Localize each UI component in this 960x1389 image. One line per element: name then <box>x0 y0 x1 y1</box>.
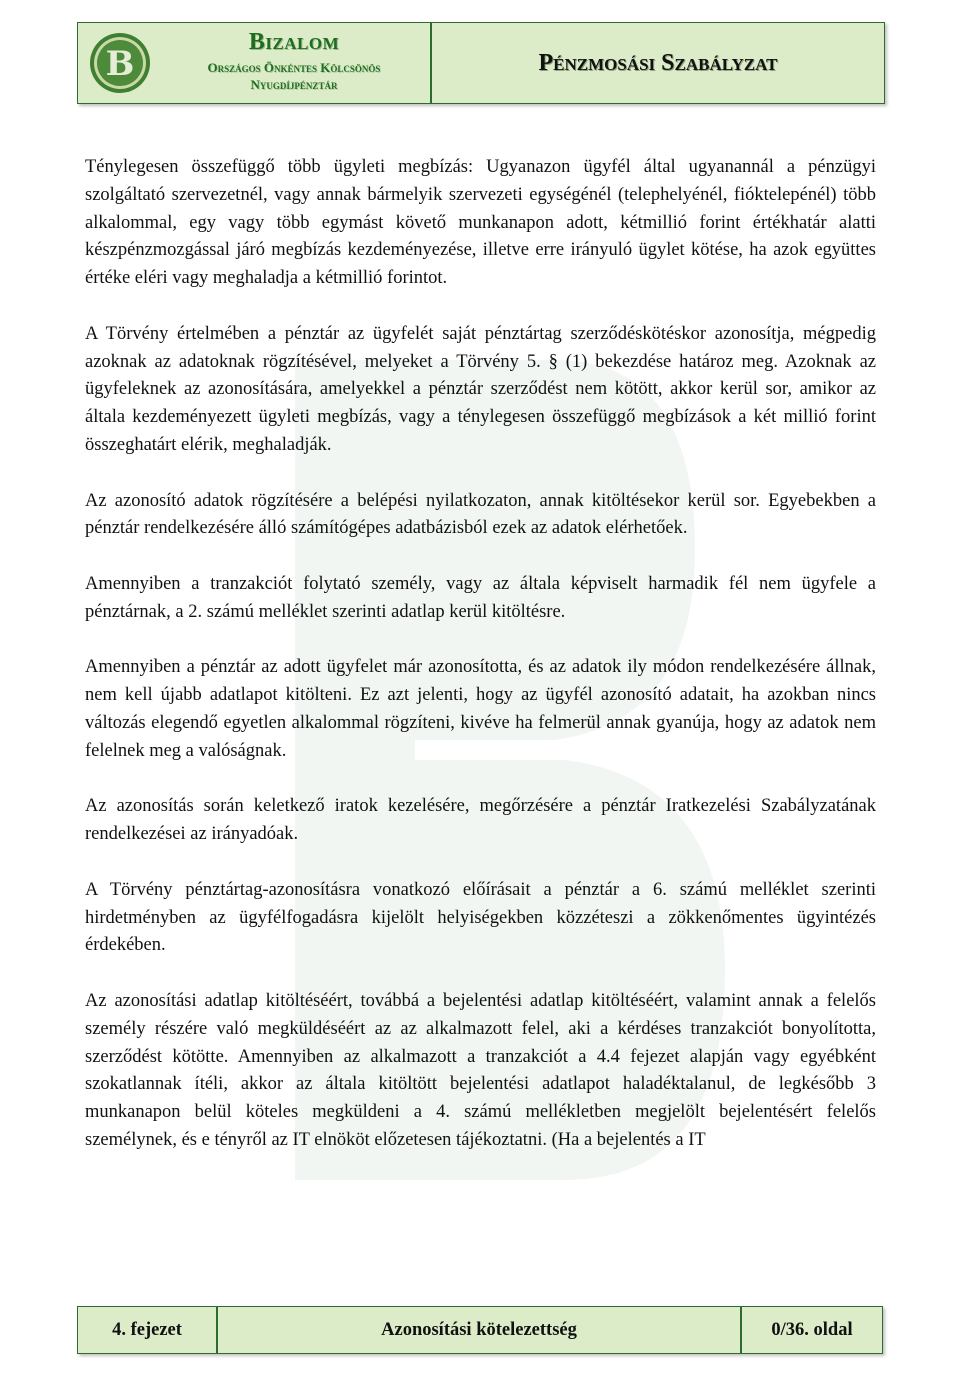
paragraph: Amennyiben a tranzakciót folytató személy, vagy az általa képviselt harmadik fél nem ügyfele a pénztárnak, a 2. számú melléklet szerinti adatlap kerül kitöltésre. <box>85 573 876 622</box>
document-body <box>85 154 876 1155</box>
paragraph: Ténylegesen összefüggő több ügyleti megbízás: Ugyanazon ügyfél által ugyanannál a pénzügyi szolgáltató szervezetnél, vagy annak bármelyik szervezeti egységénél (telephelyénél, fióktelepénél) több alkalommal, egy vagy több egymást követő munkanapon adott, kétmillió forint értékhatár alatti készpénzmozgással járó megbízás kezdeményezése, illetve erre irányuló ügylet kötése, ha azok együttes értéke eléri vagy meghaladja a kétmillió forintot. <box>85 157 876 289</box>
header-brand-panel <box>78 23 432 103</box>
footer-page-number: 0/36. oldal <box>742 1307 882 1353</box>
footer-chapter: 4. fejezet <box>78 1307 218 1353</box>
paragraph: Amennyiben a pénztár az adott ügyfelet már azonosította, és az adatok ily módon rendelkezésére állnak, nem kell újabb adatlapot kitölteni. Ez azt jelenti, hogy az ügyfél azonosító adatait, ha azokban nincs változás elegendő egyetlen alkalommal rögzíteni, kivéve ha felmerül annak gyanúja, hogy az adatok nem felelnek meg a valóságnak. <box>85 657 876 761</box>
logo-letter: B <box>105 44 135 84</box>
brand-block <box>164 29 424 93</box>
header-title-panel <box>432 23 884 103</box>
paragraph: A Törvény értelmében a pénztár az ügyfelét saját pénztártag szerződéskötéskor azonosítja, mégpedig azoknak az adatoknak rögzítésével, melyeket a Törvény 5. § (1) bekezdése határoz meg. Azoknak az ügyfeleknek az azonosítására, amelyekkel a pénztár szerződést nem kötött, akkor kerül sor, amikor az általa kezdeményezett ügyleti megbízás, vagy a ténylegesen összefüggő megbízások a két millió forint összeghatárt elérik, meghaladják. <box>85 323 876 455</box>
document-title: Pénzmosási Szabályzat <box>538 49 778 76</box>
brand-subtitle-line2: Nyugdíjpénztár <box>250 77 338 92</box>
brand-subtitle-line1: Országos Önkéntes Kölcsönös <box>207 60 381 75</box>
footer-section-title: Azonosítási kötelezettség <box>218 1307 742 1353</box>
paragraph: Az azonosítás során keletkező iratok kezelésére, megőrzésére a pénztár Iratkezelési Szabályzatának rendelkezései az irányadóak. <box>85 796 876 845</box>
page-footer <box>77 1306 883 1354</box>
bizalom-logo-icon <box>88 31 152 95</box>
paragraph: Az azonosító adatok rögzítésére a belépési nyilatkozaton, annak kitöltésekor kerül sor. Egyebekben a pénztár rendelkezésére álló számítógépes adatbázisból ezek az adatok elérhetőek. <box>85 490 876 539</box>
paragraph: A Törvény pénztártag-azonosításra vonatkozó előírásait a pénztár a 6. számú melléklet szerinti hirdetményben az ügyfélfogadásra kijelölt helyiségekben közzéteszi a zökkenőmentes ügyintézés érdekében. <box>85 879 876 956</box>
brand-name: Bizalom <box>248 29 340 55</box>
page-header <box>77 22 885 104</box>
paragraph: Az azonosítási adatlap kitöltéséért, továbbá a bejelentési adatlap kitöltéséért, valamint annak a felelős személy részére való megküldéséért az az alkalmazott felel, aki a kérdéses tranzakciót bonyolította, szerződést kötötte. Amennyiben az alkalmazott a tranzakciót a 4.4 fejezet alapján vagy egyébként szokatlannak ítéli, akkor az általa kitöltött bejelentési adatlapot haladéktalanul, de legkésőbb 3 munkanapon belül köteles megküldeni a 4. számú mellékletben megjelölt bejelentésért felelős személynek, és e tényről az IT elnököt előzetesen tájékoztatni. (Ha a bejelentés a IT <box>85 990 876 1150</box>
